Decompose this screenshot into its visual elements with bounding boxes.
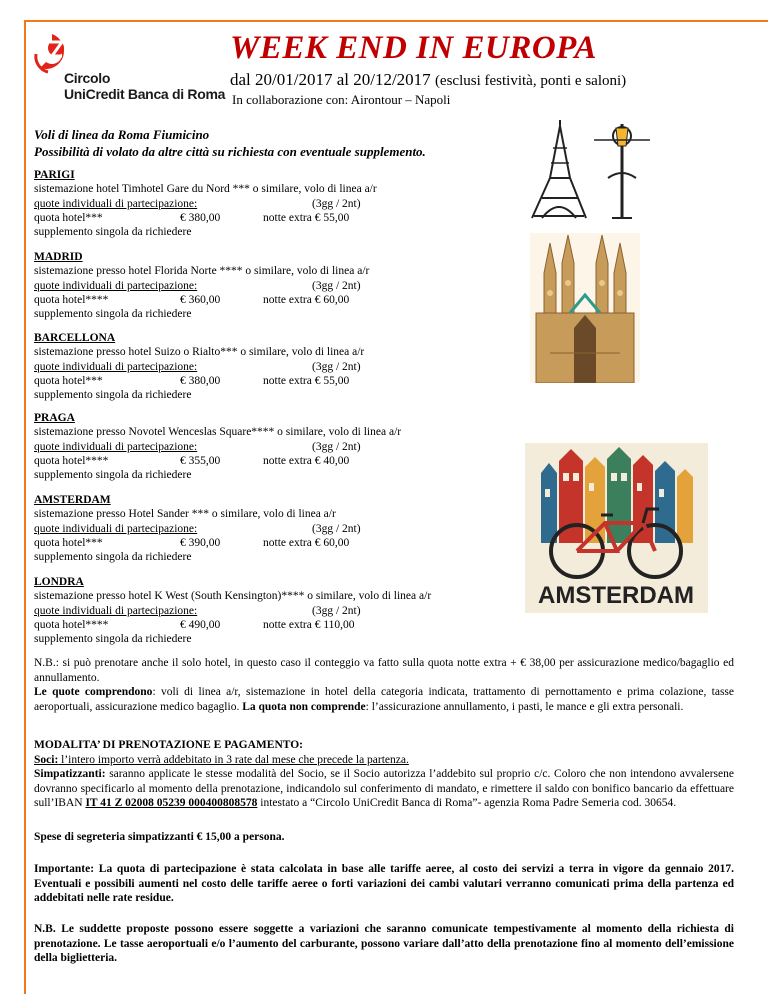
page-border-top [24, 20, 768, 22]
single-supplement: supplemento singola da richiedere [34, 389, 192, 402]
circolo-unicredit-logo [30, 30, 226, 110]
soci-text: l’intero importo verrà addebitato in 3 rate dal mese che precede la partenza. [58, 753, 409, 766]
single-supplement: supplemento singola da richiedere [34, 633, 192, 646]
extra-night: notte extra € 60,00 [263, 536, 350, 549]
city-name: BARCELLONA [34, 332, 116, 344]
quote-label: quote individuali di partecipazione: [34, 440, 198, 453]
single-supplement: supplemento singola da richiedere [34, 308, 192, 321]
date-range-note: (esclusi festività, ponti e saloni) [434, 73, 627, 89]
city-name: PRAGA [34, 412, 75, 424]
city-block-amsterdam [34, 493, 514, 564]
extra-night: notte extra € 55,00 [263, 211, 350, 224]
quota-includes [34, 685, 734, 714]
hotel-label: quota hotel*** [34, 211, 103, 224]
single-supplement: supplemento singola da richiedere [34, 226, 192, 239]
collaboration-line: In collaborazione con: Airontour – Napoli [232, 92, 451, 107]
quote-label: quote individuali di partecipazione: [34, 522, 198, 535]
city-desc: sistemazione hotel Timhotel Gare du Nord *** o similare, volo di linea a/r [34, 183, 377, 196]
price: € 380,00 [180, 211, 221, 224]
quote-label: quote individuali di partecipazione: [34, 360, 198, 373]
intro-line2: Possibilità di volato da altre città su richiesta con eventuale supplemento. [34, 144, 426, 159]
city-desc: sistemazione presso hotel K West (South Kensington)**** o similare, volo di linea a/r [34, 590, 432, 603]
nb-hotel-only: N.B.: si può prenotare anche il solo hotel, in questo caso il conteggio va fatto sulla quota notte extra + € 38,00 per assicurazione medico/bagaglio ed annullamento. [34, 657, 734, 684]
duration: (3gg / 2nt) [312, 197, 361, 210]
date-range [230, 70, 626, 90]
city-name: AMSTERDAM [34, 494, 111, 506]
duration: (3gg / 2nt) [312, 604, 361, 617]
hotel-label: quota hotel**** [34, 454, 109, 467]
city-desc: sistemazione presso hotel Florida Norte **** o similare, volo di linea a/r [34, 265, 370, 278]
amsterdam-poster-illustration [525, 443, 708, 613]
price: € 490,00 [180, 618, 221, 631]
price: € 360,00 [180, 293, 221, 306]
page-border-left [24, 20, 26, 994]
extra-night: notte extra € 55,00 [263, 374, 350, 387]
duration: (3gg / 2nt) [312, 440, 361, 453]
simpatizzanti-text: saranno applicate le stesse modalità del Socio, se il Socio autorizza l’addebito sul proprio c/c. Coloro che non intendono avvalersene dovranno specificarlo al momento della prenotazione, indicandolo sul conferimento di mandato, e rimettere il saldo con bonifico bancario da effettuare sull’IBAN [34, 768, 734, 809]
amsterdam-poster-text: AMSTERDAM [538, 582, 694, 609]
hotel-label: quota hotel**** [34, 618, 109, 631]
duration: (3gg / 2nt) [312, 522, 361, 535]
notes-block [34, 656, 734, 714]
extra-night: notte extra € 60,00 [263, 293, 350, 306]
includes-text: : voli di linea a/r, sistemazione in hotel della categoria indicata, trattamento di pernottamento e prima colazione, tasse aeroportuali, assicurazione medico bagaglio. [34, 686, 734, 713]
quote-label: quote individuali di partecipazione: [34, 279, 198, 292]
sagrada-familia-illustration [530, 233, 640, 383]
includes-label: Le quote comprendono [34, 686, 153, 698]
excludes-label: La quota non comprende [242, 700, 366, 713]
price: € 355,00 [180, 454, 221, 467]
eiffel-tower-illustration [520, 118, 660, 223]
extra-night: notte extra € 110,00 [263, 618, 355, 631]
city-block-madrid [34, 250, 514, 321]
extra-night: notte extra € 40,00 [263, 454, 350, 467]
simpatizzanti-label: Simpatizzanti: [34, 768, 106, 780]
price: € 390,00 [180, 536, 221, 549]
nb-variations-note: N.B. Le suddette proposte possono essere soggette a variazioni che saranno comunicate tempestivamente al momento della richiesta di prenotazione. Le tasse aeroportuali e/o l’aumento del carburante, possono variare dall’atto della prenotazione fino al momento dell’emissione della biglietteria. [34, 923, 734, 964]
intro-block [34, 126, 426, 160]
city-desc: sistemazione presso Hotel Sander *** o similare, volo di linea a/r [34, 508, 336, 521]
city-name: PARIGI [34, 169, 75, 181]
price: € 380,00 [180, 374, 221, 387]
city-block-londra [34, 575, 514, 646]
city-desc: sistemazione presso Novotel Wenceslas Square**** o similare, volo di linea a/r [34, 426, 402, 439]
quote-label: quote individuali di partecipazione: [34, 197, 198, 210]
booking-block [34, 738, 734, 811]
soci-label: Soci: [34, 753, 59, 766]
secretariat-fees: Spese di segreteria simpatizzanti € 15,00 a persona. [34, 831, 285, 843]
excludes-text: : l’assicurazione annullamento, i pasti, le mance e gli extra personali. [365, 700, 684, 713]
duration: (3gg / 2nt) [312, 360, 361, 373]
date-range-dates: dal 20/01/2017 al 20/12/2017 [230, 70, 431, 89]
hotel-label: quota hotel**** [34, 293, 109, 306]
logo-line2: UniCredit Banca di Roma [64, 86, 226, 102]
single-supplement: supplemento singola da richiedere [34, 551, 192, 564]
booking-heading: MODALITA’ DI PRENOTAZIONE E PAGAMENTO: [34, 739, 303, 751]
intro-line1: Voli di linea da Roma Fiumicino [34, 127, 210, 142]
hotel-label: quota hotel*** [34, 374, 103, 387]
city-block-barcellona [34, 331, 514, 402]
duration: (3gg / 2nt) [312, 279, 361, 292]
city-block-praga [34, 411, 514, 482]
city-name: LONDRA [34, 576, 84, 588]
simpatizzanti-text-2: intestato a “Circolo UniCredit Banca di Roma”- agenzia Roma Padre Semeria cod. 30654. [257, 797, 677, 809]
city-desc: sistemazione presso hotel Suizo o Rialto*** o similare, volo di linea a/r [34, 346, 365, 359]
hotel-label: quota hotel*** [34, 536, 103, 549]
city-block-parigi [34, 168, 514, 239]
single-supplement: supplemento singola da richiedere [34, 469, 192, 482]
page-title: WEEK END IN EUROPA [230, 30, 597, 66]
logo-line1: Circolo [64, 70, 111, 86]
city-name: MADRID [34, 251, 83, 263]
important-note: Importante: La quota di partecipazione è stata calcolata in base alle tariffe aeree, al costo dei servizi a terra in vigore da gennaio 2017. Eventuali e possibili aumenti nel costo delle tariffe aeree o forti variazioni dei cambi valutari verranno comunicati prima della partenza ed addebitati nelle rate residue. [34, 863, 734, 904]
iban-value: IT 41 Z 02008 05239 000400808578 [85, 797, 258, 809]
quote-label: quote individuali di partecipazione: [34, 604, 198, 617]
